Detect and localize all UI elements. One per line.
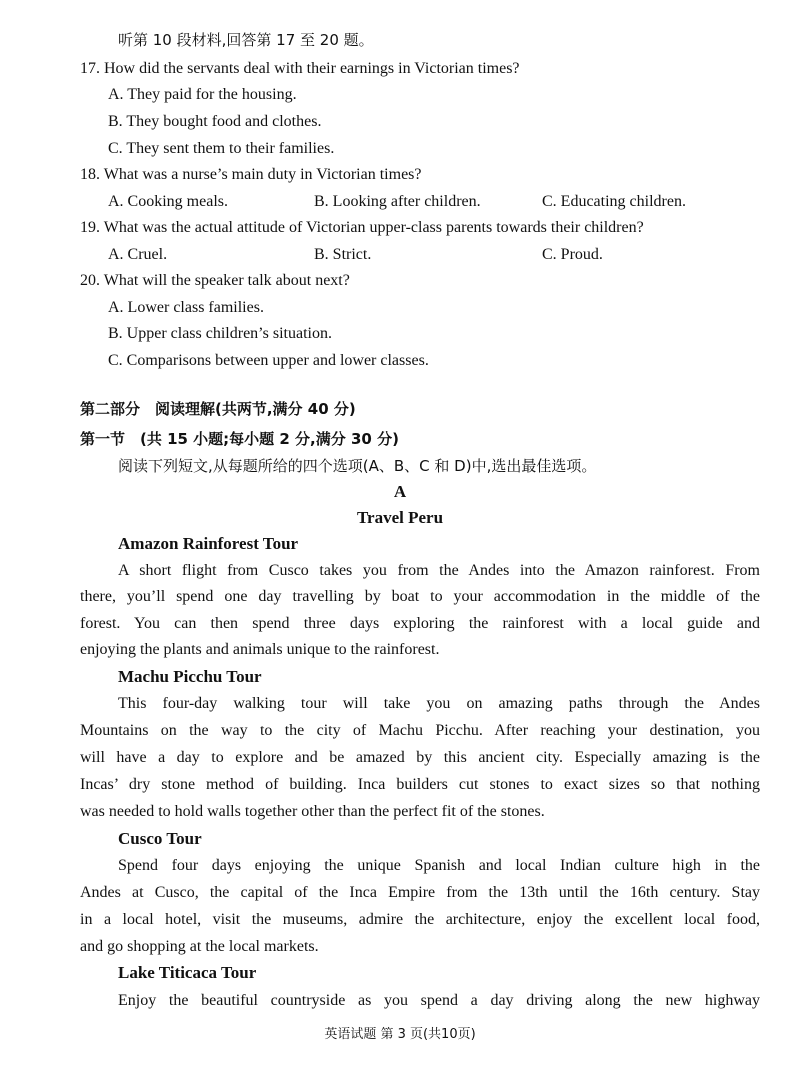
machu-line-5: was needed to hold walls together other than the perfect fit of the stones. — [80, 803, 545, 820]
question-17-option-a: A. They paid for the housing. — [108, 86, 297, 103]
page-footer: 英语试题 第 3 页(共10页) — [324, 1027, 476, 1042]
section-1-title: 第一节 (共 15 小题;每小题 2 分,满分 30 分) — [80, 430, 399, 448]
tour-heading-lake-titicaca: Lake Titicaca Tour — [118, 963, 257, 982]
titicaca-line-1: Enjoy the beautiful countryside as you spend a day driving along the new highway — [118, 992, 760, 1009]
question-17-option-b: B. They bought food and clothes. — [108, 113, 322, 130]
amazon-line-1: A short flight from Cusco takes you from the Andes into the Amazon rainforest. From — [118, 562, 760, 579]
question-17-option-c: C. They sent them to their families. — [108, 140, 335, 157]
tour-heading-machu-picchu: Machu Picchu Tour — [118, 667, 262, 686]
question-18-stem: 18. What was a nurse’s main duty in Victorian times? — [80, 166, 422, 183]
cusco-line-3: in a local hotel, visit the museums, admire the architecture, enjoy the excellent local food, — [80, 911, 760, 928]
listening-instruction: 听第 10 段材料,回答第 17 至 20 题。 — [118, 31, 374, 49]
cusco-line-1: Spend four days enjoying the unique Spanish and local Indian culture high in the — [118, 857, 760, 874]
question-19-stem: 19. What was the actual attitude of Victorian upper-class parents towards their children? — [80, 219, 644, 236]
machu-line-2: Mountains on the way to the city of Machu Picchu. After reaching your destination, you — [80, 722, 760, 739]
part-2-title: 第二部分 阅读理解(共两节,满分 40 分) — [80, 400, 356, 418]
cusco-line-4: and go shopping at the local markets. — [80, 938, 319, 955]
question-20-option-a: A. Lower class families. — [108, 299, 264, 316]
section-1-instruction: 阅读下列短文,从每题所给的四个选项(A、B、C 和 D)中,选出最佳选项。 — [118, 457, 597, 475]
question-17-stem: 17. How did the servants deal with their earnings in Victorian times? — [80, 60, 520, 77]
tour-heading-amazon: Amazon Rainforest Tour — [118, 534, 299, 553]
amazon-line-3: forest. You can then spend three days exploring the rainforest with a local guide and — [80, 615, 760, 632]
question-18-option-b: B. Looking after children. — [314, 193, 481, 210]
passage-title: Travel Peru — [356, 508, 444, 527]
question-19-option-b: B. Strict. — [314, 246, 372, 263]
question-18-option-a: A. Cooking meals. — [108, 193, 228, 210]
question-19-option-a: A. Cruel. — [108, 246, 168, 263]
machu-line-1: This four-day walking tour will take you on amazing paths through the Andes — [118, 695, 760, 712]
amazon-line-2: there, you’ll spend one day travelling by boat to your accommodation in the middle of the — [80, 588, 760, 605]
passage-letter: A — [393, 482, 407, 501]
question-19-option-c: C. Proud. — [542, 246, 603, 263]
tour-heading-cusco: Cusco Tour — [118, 829, 202, 848]
amazon-line-4: enjoying the plants and animals unique to the rainforest. — [80, 641, 440, 658]
machu-line-4: Incas’ dry stone method of building. Inca builders cut stones to exact sizes so that nothing — [80, 776, 760, 793]
question-18-option-c: C. Educating children. — [542, 193, 686, 210]
question-20-option-b: B. Upper class children’s situation. — [108, 325, 332, 342]
question-20-option-c: C. Comparisons between upper and lower classes. — [108, 352, 429, 369]
machu-line-3: will have a day to explore and be amazed by this ancient city. Especially amazing is the — [80, 749, 760, 766]
question-20-stem: 20. What will the speaker talk about next? — [80, 272, 350, 289]
cusco-line-2: Andes at Cusco, the capital of the Inca Empire from the 13th until the 16th century. Stay — [80, 884, 760, 901]
